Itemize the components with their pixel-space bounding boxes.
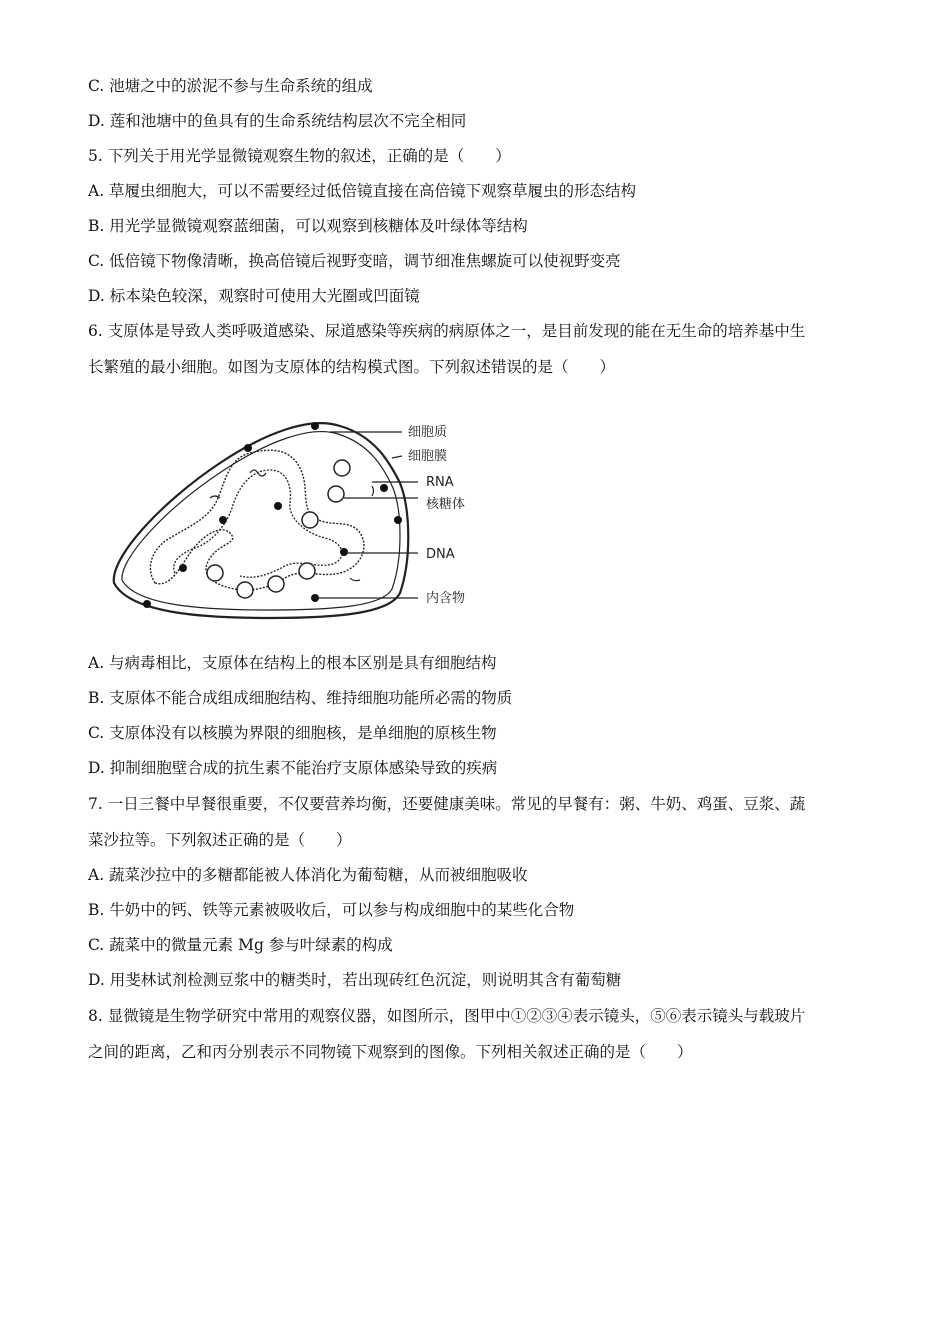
ribosome [334, 460, 350, 476]
label-cytoplasm: 细胞质 [408, 425, 448, 440]
question-8-stem-line1: 8. 显微镜是生物学研究中常用的观察仪器，如图所示，图甲中①②③④表示镜头，⑤⑥表示镜头与载玻片 [88, 1007, 806, 1025]
rna-strand [350, 578, 360, 581]
option-5c: C. 低倍镜下物像清晰，换高倍镜后视野变暗，调节细准焦螺旋可以使视野变亮 [88, 252, 621, 270]
label-inclusion: 内含物 [426, 591, 466, 606]
inclusion-dot [340, 548, 348, 556]
label-ribosome: 核糖体 [426, 497, 466, 512]
option-6d: D. 抑制细胞壁合成的抗生素不能治疗支原体感染导致的疾病 [88, 759, 498, 777]
option-6b: B. 支原体不能合成组成细胞结构、维持细胞功能所必需的物质 [88, 689, 513, 707]
cell-membrane-inner [122, 432, 400, 610]
question-6-stem-line2: 长繁殖的最小细胞。如图为支原体的结构模式图。下列叙述错误的是（ ） [88, 358, 616, 376]
option-4d: D. 莲和池塘中的鱼具有的生命系统结构层次不完全相同 [88, 112, 467, 130]
question-5-stem: 5. 下列关于用光学显微镜观察生物的叙述，正确的是（ ） [88, 147, 511, 165]
option-7b: B. 牛奶中的钙、铁等元素被吸收后，可以参与构成细胞中的某些化合物 [88, 901, 575, 919]
question-6-stem-line1: 6. 支原体是导致人类呼吸道感染、尿道感染等疾病的病原体之一，是目前发现的能在无生命的培养基中生 [88, 322, 806, 340]
option-5a: A. 草履虫细胞大，可以不需要经过低倍镜直接在高倍镜下观察草履虫的形态结构 [88, 182, 637, 200]
option-5d: D. 标本染色较深，观察时可使用大光圈或凹面镜 [88, 287, 420, 305]
rna-strand [372, 486, 374, 496]
inclusion-dot [274, 502, 282, 510]
label-rna: RNA [426, 475, 454, 490]
inclusion-dot [143, 600, 151, 608]
label-dna: DNA [426, 547, 455, 562]
option-7c: C. 蔬菜中的微量元素 Mg 参与叶绿素的构成 [88, 936, 393, 954]
option-5b: B. 用光学显微镜观察蓝细菌，可以观察到核糖体及叶绿体等结构 [88, 217, 528, 235]
inclusion-dot [179, 564, 187, 572]
inclusion-dot [394, 516, 402, 524]
inclusion-dot [219, 516, 227, 524]
option-7d: D. 用斐林试剂检测豆浆中的糖类时，若出现砖红色沉淀，则说明其含有葡萄糖 [88, 971, 622, 989]
option-6a: A. 与病毒相比，支原体在结构上的根本区别是具有细胞结构 [88, 654, 497, 672]
ribosome [302, 512, 318, 528]
inclusion-dot [380, 484, 388, 492]
inclusion-dot [244, 444, 252, 452]
mycoplasma-structure-diagram [100, 408, 500, 628]
leader-line-membrane [392, 456, 402, 458]
option-6c: C. 支原体没有以核膜为界限的细胞核，是单细胞的原核生物 [88, 724, 497, 742]
ribosome [268, 576, 284, 592]
option-4c: C. 池塘之中的淤泥不参与生命系统的组成 [88, 77, 373, 95]
inclusion-dot [311, 422, 319, 430]
question-7-stem-line1: 7. 一日三餐中早餐很重要，不仅要营养均衡，还要健康美味。常见的早餐有：粥、牛奶、鸡蛋、豆浆、蔬 [88, 795, 806, 813]
ribosome [237, 582, 253, 598]
ribosome [299, 563, 315, 579]
ribosome [328, 486, 344, 502]
label-membrane: 细胞膜 [408, 449, 448, 464]
option-7a: A. 蔬菜沙拉中的多糖都能被人体消化为葡萄糖，从而被细胞吸收 [88, 866, 528, 884]
question-8-stem-line2: 之间的距离，乙和丙分别表示不同物镜下观察到的图像。下列相关叙述正确的是（ ） [88, 1043, 693, 1061]
rna-strand [210, 496, 220, 498]
question-7-stem-line2: 菜沙拉等。下列叙述正确的是（ ） [88, 831, 352, 849]
ribosome [207, 565, 223, 581]
